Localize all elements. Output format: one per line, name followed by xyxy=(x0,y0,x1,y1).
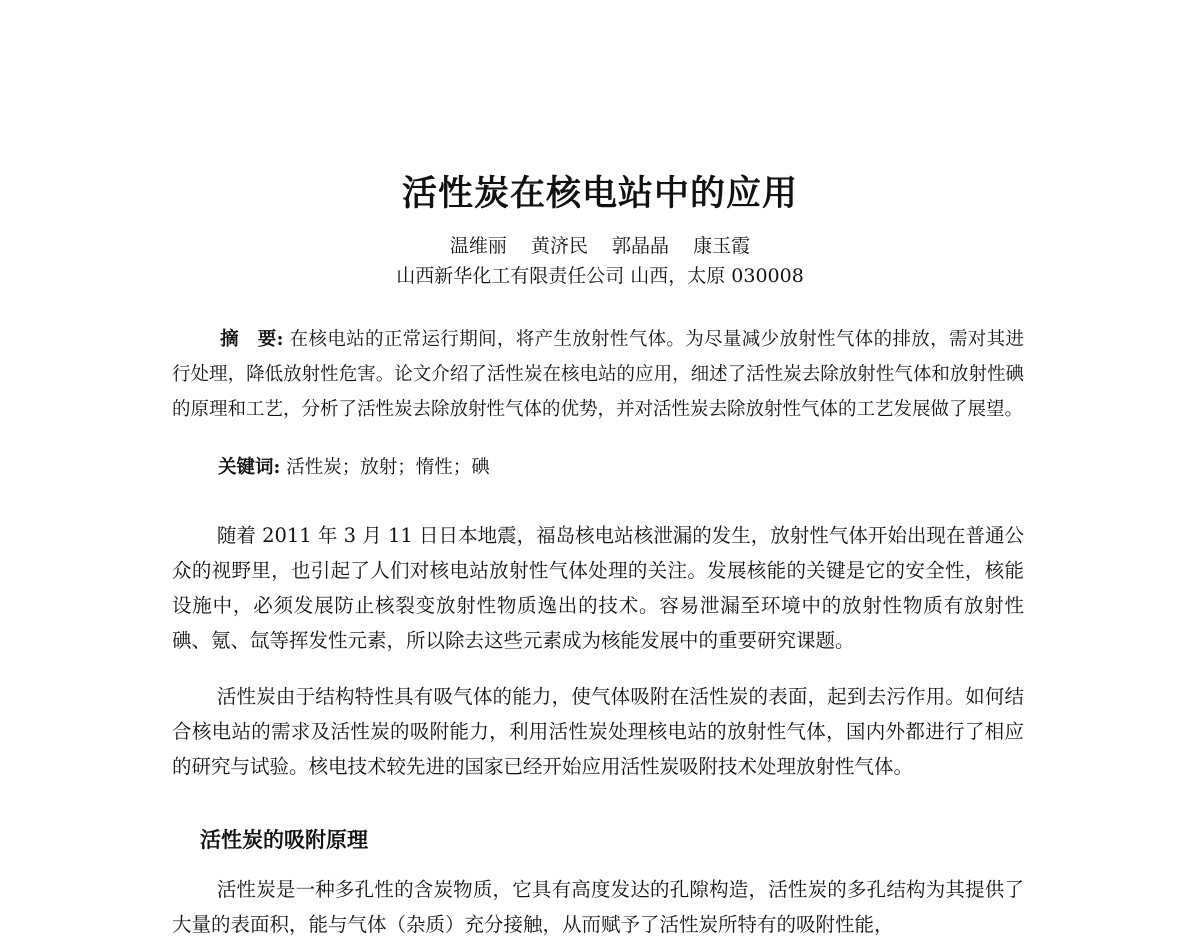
author-affiliation: 山西新华化工有限责任公司 山西，太原 030008 xyxy=(396,265,804,287)
section-paragraph-1: 活性炭是一种多孔性的含炭物质，它具有高度发达的孔隙构造，活性炭的多孔结构为其提供了大量的表面积，能与气体（杂质）充分接触，从而赋予了活性炭所特有的吸附性能， xyxy=(172,878,1024,936)
paper-title: 活性炭在核电站中的应用 xyxy=(401,173,798,214)
keywords-text: 活性炭；放射；惰性；碘 xyxy=(280,457,490,478)
author-list xyxy=(0,232,1200,260)
author-name: 温维丽 xyxy=(449,235,507,257)
section-heading: 活性炭的吸附原理 xyxy=(200,827,368,852)
author-name: 康玉霞 xyxy=(693,235,751,257)
author-name: 郭晶晶 xyxy=(612,235,670,257)
keywords-line xyxy=(218,450,1018,485)
intro-paragraph-2: 活性炭由于结构特性具有吸气体的能力，使气体吸附在活性炭的表面，起到去污作用。如何结合核电站的需求及活性炭的吸附能力，利用活性炭处理核电站的放射性气体，国内外都进行了相应的研究与试验。核电技术较先进的国家已经开始应用活性炭吸附技术处理放射性气体。 xyxy=(172,685,1024,778)
author-name: 黄济民 xyxy=(530,235,588,257)
abstract-label: 摘 要: xyxy=(220,329,284,350)
abstract-paragraph xyxy=(172,322,1024,427)
keywords-label: 关键词: xyxy=(218,457,281,478)
abstract-text: 在核电站的正常运行期间，将产生放射性气体。为尽量减少放射性气体的排放，需对其进行处理，降低放射性危害。论文介绍了活性炭在核电站的应用，细述了活性炭去除放射性气体和放射性碘的原理和工艺，分析了活性炭去除放射性气体的优势，并对活性炭去除放射性气体的工艺发展做了展望。 xyxy=(172,329,1024,420)
intro-paragraph-1: 随着 2011 年 3 月 11 日日本地震，福岛核电站核泄漏的发生，放射性气体开始出现在普通公众的视野里，也引起了人们对核电站放射性气体处理的关注。发展核能的关键是它的安全性，核能设施中，必须发展防止核裂变放射性物质逸出的技术。容易泄漏至环境中的放射性物质有放射性碘、氪、氙等挥发性元素，所以除去这些元素成为核能发展中的重要研究课题。 xyxy=(172,524,1024,652)
